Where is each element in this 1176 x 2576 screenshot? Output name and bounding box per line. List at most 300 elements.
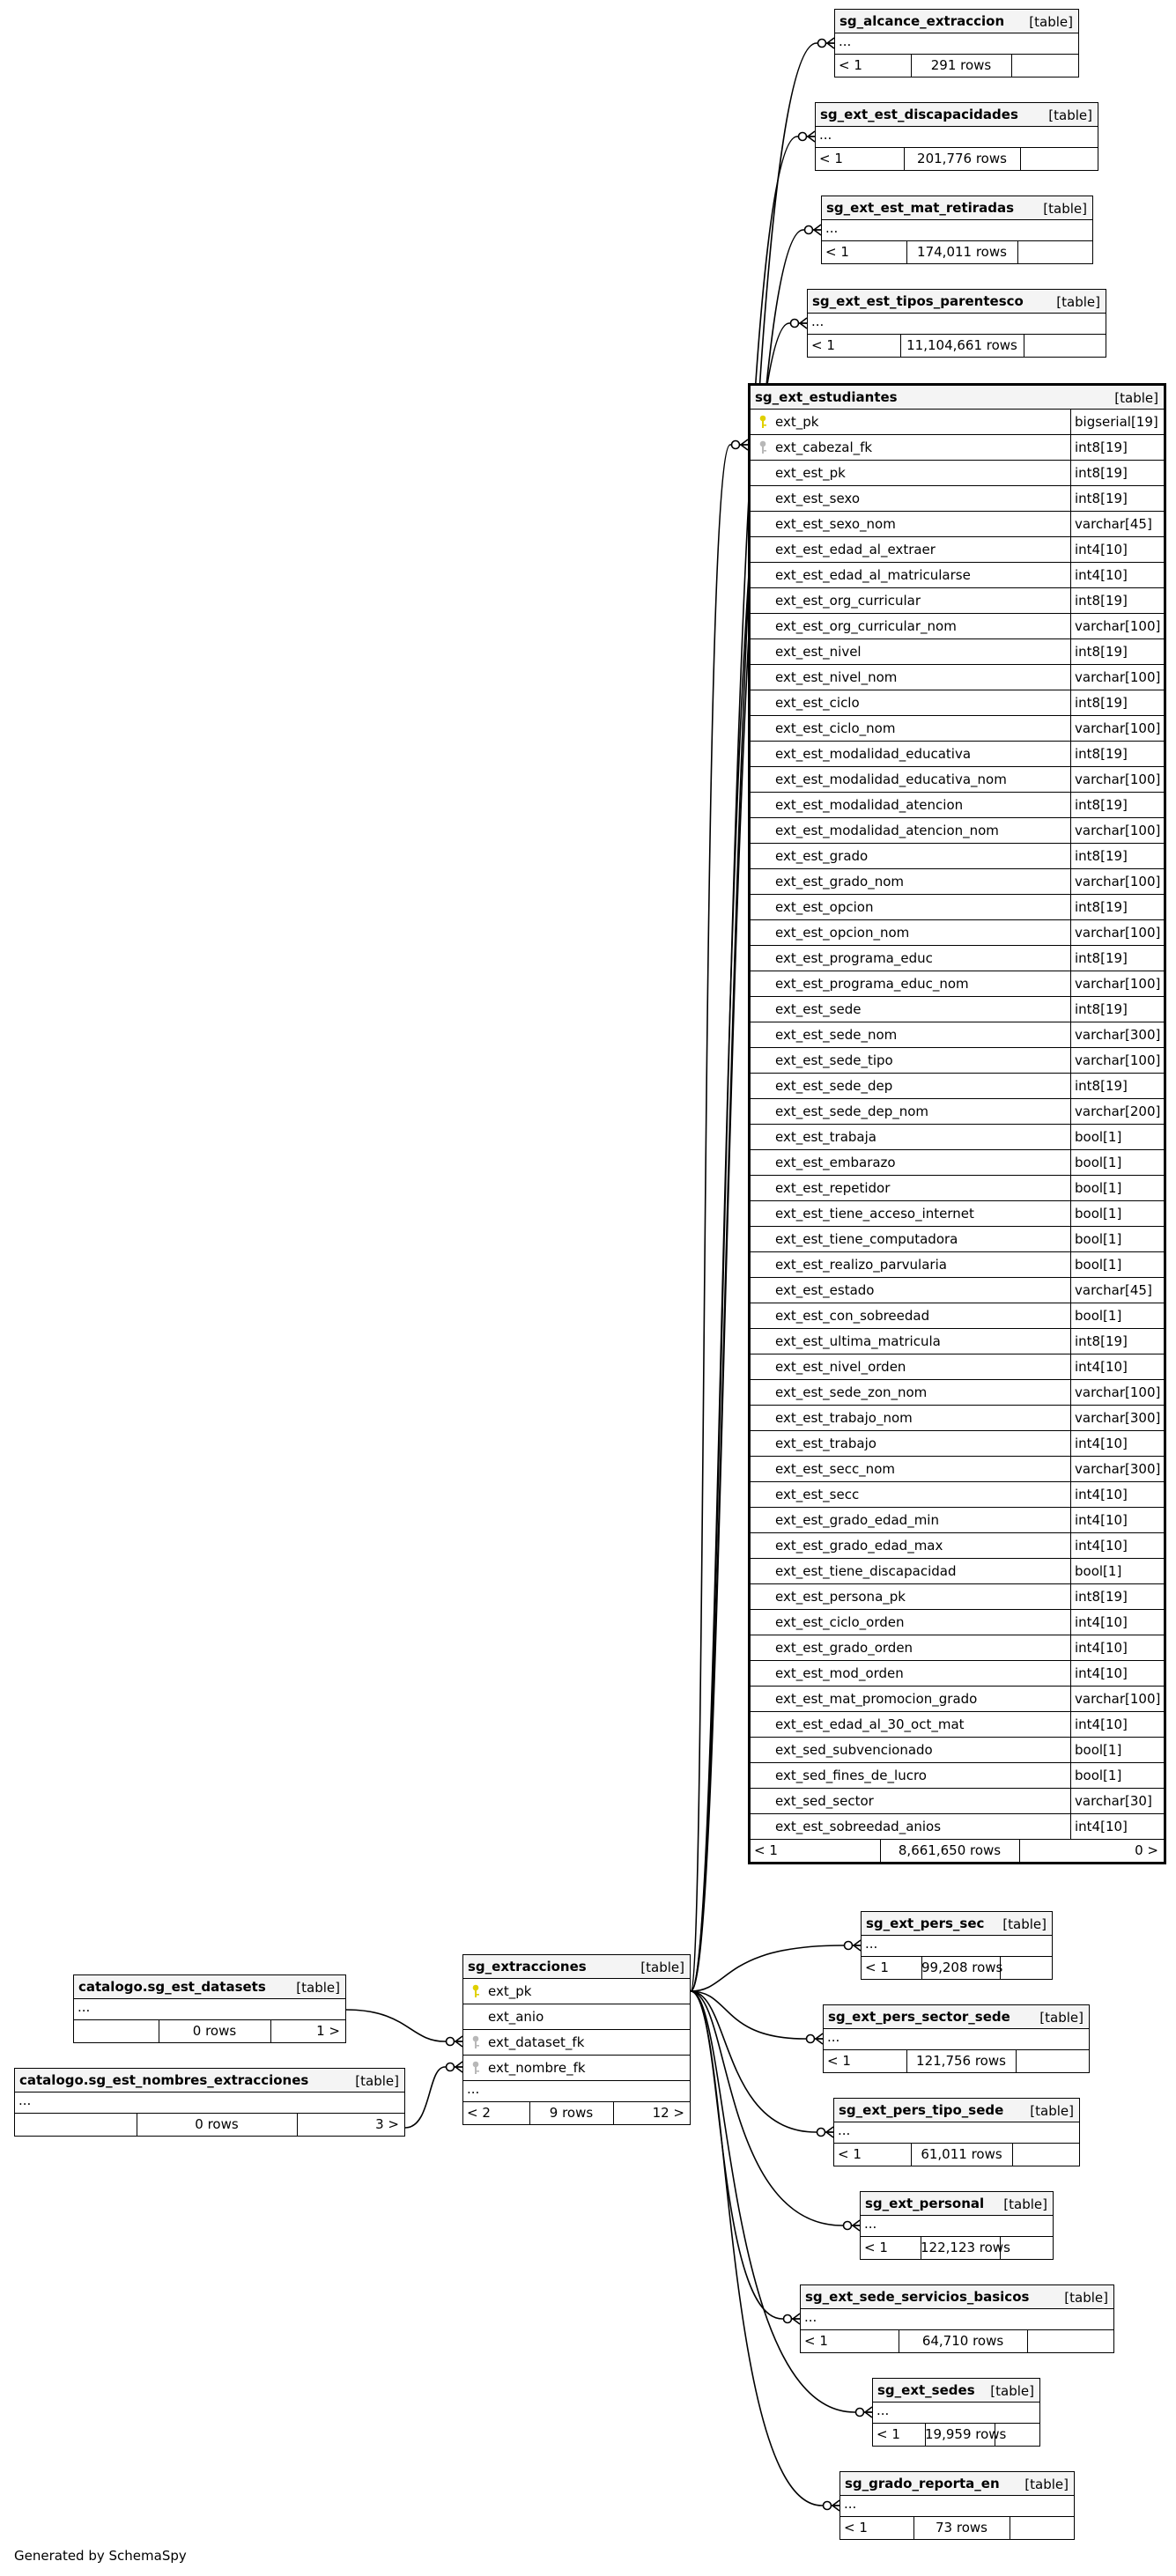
- column-type: varchar[100]: [1070, 869, 1164, 894]
- column-name: ext_est_modalidad_educativa_nom: [775, 771, 1007, 787]
- column-type: bool[1]: [1070, 1150, 1164, 1175]
- column-name: ext_est_grado_orden: [775, 1640, 913, 1656]
- column-type: int4[10]: [1070, 1610, 1164, 1635]
- relation-line: [691, 1991, 800, 2319]
- table-footer: [15, 2114, 404, 2136]
- column-type: int4[10]: [1070, 563, 1164, 587]
- column-row[interactable]: [463, 1979, 690, 2004]
- column-type: varchar[30]: [1070, 1789, 1164, 1813]
- table-kind: [table]: [1048, 107, 1092, 123]
- table-footer: [822, 241, 1092, 263]
- column-row[interactable]: [751, 1303, 1164, 1329]
- child-count: 12 >: [652, 2105, 684, 2121]
- table-header: [15, 2069, 404, 2093]
- column-type: varchar[100]: [1070, 1687, 1164, 1711]
- table-header: [816, 103, 1098, 127]
- foreign-key-icon: [470, 2035, 481, 2049]
- table-footer: [840, 2517, 1074, 2539]
- column-row[interactable]: [751, 1406, 1164, 1431]
- column-row[interactable]: [751, 410, 1164, 435]
- column-name: ext_est_sede: [775, 1001, 862, 1017]
- column-row[interactable]: [463, 2030, 690, 2056]
- ellipsis: ...: [825, 220, 839, 236]
- table-sg-ext-pers-sector-sede[interactable]: [823, 2004, 1090, 2073]
- column-type: int4[10]: [1070, 1508, 1164, 1532]
- column-name: ext_est_ciclo_nom: [775, 720, 896, 736]
- footer-divider: [1020, 148, 1021, 170]
- columns-collapsed: [840, 2496, 1074, 2517]
- table-sg-alcance-extraccion[interactable]: [834, 9, 1079, 78]
- table-footer: [808, 335, 1106, 357]
- column-row[interactable]: [751, 767, 1164, 793]
- table-footer: [751, 1840, 1164, 1862]
- table-name: sg_grado_reporta_en: [845, 2476, 1000, 2491]
- ellipsis: ...: [838, 2122, 851, 2138]
- column-row[interactable]: [751, 537, 1164, 563]
- column-row[interactable]: [751, 742, 1164, 767]
- crows-foot-marker: [732, 439, 749, 450]
- column-name: ext_est_modalidad_atencion_nom: [775, 823, 999, 838]
- column-type: bigserial[19]: [1070, 410, 1164, 434]
- column-name: ext_est_programa_educ_nom: [775, 976, 969, 992]
- column-name: ext_est_mod_orden: [775, 1665, 904, 1681]
- ellipsis: ...: [18, 2093, 32, 2108]
- column-row[interactable]: [751, 844, 1164, 869]
- column-name: ext_est_edad_al_matricularse: [775, 567, 971, 583]
- column-row[interactable]: [751, 588, 1164, 614]
- table-name: sg_ext_pers_tipo_sede: [839, 2102, 1004, 2118]
- relation-line: [691, 1991, 839, 2506]
- column-type: varchar[300]: [1070, 1406, 1164, 1430]
- column-row[interactable]: [751, 1482, 1164, 1508]
- column-row[interactable]: [751, 1227, 1164, 1252]
- parent-count: < 1: [811, 337, 835, 353]
- column-type: varchar[45]: [1070, 1278, 1164, 1303]
- column-row[interactable]: [751, 614, 1164, 639]
- columns-collapsed: [835, 33, 1078, 55]
- column-type: int4[10]: [1070, 1533, 1164, 1558]
- ellipsis: ...: [827, 2029, 840, 2045]
- columns-collapsed: [822, 220, 1092, 241]
- column-name: ext_est_realizo_parvularia: [775, 1257, 947, 1273]
- column-name: ext_est_edad_al_extraer: [775, 542, 936, 557]
- column-type: int8[19]: [1070, 742, 1164, 766]
- ellipsis: ...: [819, 127, 832, 143]
- ellipsis: ...: [811, 314, 825, 329]
- table-name: sg_ext_sede_servicios_basicos: [805, 2289, 1030, 2305]
- column-type: varchar[300]: [1070, 1022, 1164, 1047]
- column-row[interactable]: [751, 1533, 1164, 1559]
- parent-count: < 1: [819, 151, 843, 166]
- column-type: varchar[100]: [1070, 767, 1164, 792]
- column-type: varchar[200]: [1070, 1099, 1164, 1124]
- column-row[interactable]: [751, 716, 1164, 742]
- relation-line: [346, 2010, 462, 2041]
- crows-foot-marker: [844, 2220, 861, 2231]
- column-name: ext_est_sede_dep_nom: [775, 1103, 929, 1119]
- column-type: bool[1]: [1070, 1125, 1164, 1149]
- column-row[interactable]: [751, 1635, 1164, 1661]
- table-name: catalogo.sg_est_nombres_extracciones: [19, 2072, 309, 2088]
- column-row[interactable]: [751, 1380, 1164, 1406]
- relation-line: [691, 445, 748, 1991]
- table-footer: [861, 2237, 1053, 2259]
- table-header: [822, 196, 1092, 220]
- table-footer: [834, 2144, 1079, 2166]
- column-name: ext_est_trabaja: [775, 1129, 876, 1145]
- parent-count: < 2: [467, 2105, 491, 2121]
- column-name: ext_est_opcion_nom: [775, 925, 910, 941]
- table-kind: [table]: [990, 2383, 1034, 2399]
- crows-foot-marker: [817, 2127, 834, 2137]
- table-sg-grado-reporta-en[interactable]: [839, 2471, 1075, 2540]
- primary-key-icon: [758, 415, 768, 429]
- column-row[interactable]: [751, 486, 1164, 512]
- column-name: ext_est_opcion: [775, 899, 874, 915]
- table-kind: [table]: [1064, 2290, 1108, 2306]
- column-name: ext_est_persona_pk: [775, 1589, 906, 1605]
- ellipsis: ...: [864, 2216, 877, 2232]
- column-row[interactable]: [751, 1559, 1164, 1584]
- column-row[interactable]: [751, 461, 1164, 486]
- column-row[interactable]: [751, 1738, 1164, 1763]
- table-kind: [table]: [1056, 294, 1100, 310]
- column-type: varchar[100]: [1070, 1048, 1164, 1073]
- ellipsis: ...: [876, 2403, 890, 2418]
- footer-divider: [1012, 2144, 1013, 2166]
- table-header: [834, 2099, 1079, 2122]
- row-count: 73 rows: [936, 2520, 987, 2535]
- column-type: int8[19]: [1070, 895, 1164, 919]
- table-kind: [table]: [640, 1960, 684, 1975]
- column-row[interactable]: [463, 2004, 690, 2030]
- column-name: ext_est_mat_promocion_grado: [775, 1691, 978, 1707]
- crows-foot-marker: [447, 2062, 463, 2072]
- table-footer: [873, 2424, 1039, 2446]
- column-row[interactable]: [463, 2056, 690, 2081]
- table-sg-ext-pers-sec[interactable]: [861, 1911, 1053, 1980]
- table-name: sg_ext_est_mat_retiradas: [826, 200, 1015, 216]
- column-row[interactable]: [751, 1661, 1164, 1687]
- column-row[interactable]: [751, 1457, 1164, 1482]
- table-sg-ext-est-mat-retiradas[interactable]: [821, 196, 1093, 264]
- parent-count: < 1: [754, 1842, 778, 1858]
- column-name: ext_est_sexo: [775, 491, 861, 506]
- column-row[interactable]: [751, 1099, 1164, 1125]
- table-header: [862, 1912, 1052, 1936]
- column-type: int8[19]: [1070, 639, 1164, 664]
- row-count: 201,776 rows: [917, 151, 1007, 166]
- column-row[interactable]: [751, 563, 1164, 588]
- column-name: ext_sed_sector: [775, 1793, 874, 1809]
- column-row[interactable]: [751, 1508, 1164, 1533]
- column-name: ext_est_modalidad_atencion: [775, 797, 964, 813]
- table-footer: [74, 2020, 345, 2042]
- ellipsis: ...: [467, 2081, 480, 2097]
- column-type: varchar[100]: [1070, 1380, 1164, 1405]
- column-type: int8[19]: [1070, 461, 1164, 485]
- column-type: varchar[300]: [1070, 1457, 1164, 1481]
- column-name: ext_cabezal_fk: [775, 439, 873, 455]
- crows-foot-marker: [818, 38, 835, 48]
- table-kind: [table]: [355, 2073, 399, 2089]
- column-name: ext_est_modalidad_educativa: [775, 746, 972, 762]
- column-name: ext_est_con_sobreedad: [775, 1308, 930, 1324]
- column-row[interactable]: [751, 1431, 1164, 1457]
- column-type: int4[10]: [1070, 1661, 1164, 1686]
- column-row[interactable]: [751, 1074, 1164, 1099]
- table-header: [824, 2005, 1089, 2029]
- column-name: ext_pk: [488, 1983, 532, 1999]
- column-row[interactable]: [751, 1584, 1164, 1610]
- row-count: 0 rows: [195, 2116, 239, 2132]
- crows-foot-marker: [447, 2036, 463, 2047]
- crows-foot-marker: [799, 131, 816, 142]
- parent-count: < 1: [839, 57, 862, 73]
- column-row[interactable]: [751, 1022, 1164, 1048]
- column-row[interactable]: [751, 1610, 1164, 1635]
- table-catalogo-sg-est-datasets[interactable]: [73, 1974, 346, 2043]
- columns-collapsed: [808, 314, 1106, 335]
- footer-divider: [1027, 2330, 1028, 2352]
- column-name: ext_est_sede_nom: [775, 1027, 898, 1043]
- column-name: ext_est_trabajo_nom: [775, 1410, 913, 1426]
- column-row[interactable]: [751, 895, 1164, 920]
- table-kind: [table]: [1002, 1916, 1047, 1932]
- crows-foot-marker: [856, 2407, 873, 2417]
- column-name: ext_est_grado: [775, 848, 869, 864]
- table-sg-ext-pers-tipo-sede[interactable]: [833, 2098, 1080, 2166]
- column-row[interactable]: [751, 1763, 1164, 1789]
- column-row[interactable]: [751, 1329, 1164, 1354]
- column-name: ext_est_ultima_matricula: [775, 1333, 941, 1349]
- foreign-key-icon: [758, 440, 768, 454]
- column-type: int8[19]: [1070, 690, 1164, 715]
- column-row[interactable]: [751, 1278, 1164, 1303]
- row-count: 9 rows: [549, 2105, 594, 2121]
- column-row[interactable]: [751, 1687, 1164, 1712]
- table-name: sg_ext_personal: [865, 2196, 985, 2211]
- table-kind: [table]: [1029, 14, 1073, 30]
- columns-collapsed: [824, 2029, 1089, 2050]
- column-type: int4[10]: [1070, 1712, 1164, 1737]
- column-row[interactable]: [751, 946, 1164, 971]
- row-count: 99,208 rows: [921, 1960, 1003, 1975]
- footer-divider: [270, 2020, 271, 2042]
- column-row[interactable]: [751, 869, 1164, 895]
- footer-divider: [1000, 1957, 1001, 1979]
- columns-collapsed: [861, 2216, 1053, 2237]
- column-name: ext_est_tiene_discapacidad: [775, 1563, 957, 1579]
- table-catalogo-sg-est-nombres-extracciones[interactable]: [14, 2068, 405, 2137]
- ellipsis: ...: [78, 1999, 91, 2015]
- parent-count: < 1: [844, 2520, 868, 2535]
- child-count: 1 >: [316, 2023, 340, 2039]
- table-name: sg_ext_pers_sector_sede: [828, 2009, 1010, 2025]
- crows-foot-marker: [845, 1940, 862, 1951]
- column-type: bool[1]: [1070, 1559, 1164, 1583]
- column-name: ext_est_org_curricular_nom: [775, 618, 957, 634]
- parent-count: < 1: [825, 244, 849, 260]
- column-name: ext_est_estado: [775, 1282, 875, 1298]
- column-name: ext_est_secc_nom: [775, 1461, 895, 1477]
- column-name: ext_est_sede_tipo: [775, 1052, 893, 1068]
- table-sg-ext-est-discapacidades[interactable]: [815, 102, 1098, 171]
- table-sg-extracciones[interactable]: [462, 1954, 691, 2125]
- crows-foot-marker: [807, 2033, 824, 2044]
- row-count: 11,104,661 rows: [906, 337, 1017, 353]
- column-row[interactable]: [751, 1201, 1164, 1227]
- column-type: int4[10]: [1070, 537, 1164, 562]
- column-name: ext_est_programa_educ: [775, 950, 933, 966]
- columns-collapsed: [74, 1999, 345, 2020]
- column-name: ext_sed_fines_de_lucro: [775, 1768, 927, 1783]
- ellipsis: ...: [804, 2309, 817, 2325]
- crows-foot-marker: [805, 225, 822, 235]
- columns-collapsed: [801, 2309, 1113, 2330]
- primary-key-icon: [470, 1984, 481, 1998]
- column-name: ext_est_sede_zon_nom: [775, 1384, 928, 1400]
- table-footer: [824, 2050, 1089, 2072]
- child-count: 3 >: [375, 2116, 399, 2132]
- column-name: ext_est_ciclo_orden: [775, 1614, 905, 1630]
- column-row[interactable]: [751, 1354, 1164, 1380]
- table-sg-ext-est-tipos-parentesco[interactable]: [807, 289, 1106, 358]
- row-count: 64,710 rows: [921, 2333, 1004, 2349]
- table-name: catalogo.sg_est_datasets: [78, 1979, 266, 1995]
- column-row[interactable]: [751, 1252, 1164, 1278]
- column-row[interactable]: [751, 818, 1164, 844]
- column-row[interactable]: [751, 997, 1164, 1022]
- column-name: ext_est_grado_nom: [775, 874, 905, 889]
- column-type: int8[19]: [1070, 946, 1164, 971]
- table-header: [840, 2472, 1074, 2496]
- column-name: ext_est_sobreedad_anios: [775, 1819, 942, 1834]
- table-kind: [table]: [1024, 2476, 1069, 2492]
- column-type: bool[1]: [1070, 1227, 1164, 1251]
- column-name: ext_est_pk: [775, 465, 846, 481]
- column-type: varchar[100]: [1070, 665, 1164, 690]
- column-row[interactable]: [751, 1125, 1164, 1150]
- column-name: ext_est_embarazo: [775, 1155, 896, 1170]
- column-type: varchar[100]: [1070, 920, 1164, 945]
- column-row[interactable]: [751, 690, 1164, 716]
- table-kind: [table]: [1043, 201, 1087, 217]
- column-type: int8[19]: [1070, 997, 1164, 1022]
- table-footer: [835, 55, 1078, 77]
- column-name: ext_sed_subvencionado: [775, 1742, 933, 1758]
- table-kind: [table]: [1039, 2010, 1084, 2026]
- column-name: ext_est_repetidor: [775, 1180, 891, 1196]
- column-name: ext_est_nivel: [775, 644, 862, 660]
- parent-count: < 1: [865, 1960, 889, 1975]
- columns-collapsed: [15, 2093, 404, 2114]
- column-name: ext_anio: [488, 2009, 544, 2025]
- table-name: sg_ext_estudiantes: [755, 389, 898, 405]
- table-name: sg_ext_sedes: [877, 2382, 975, 2398]
- crows-foot-marker: [784, 2314, 801, 2324]
- column-row[interactable]: [751, 920, 1164, 946]
- parent-count: < 1: [827, 2053, 851, 2069]
- foreign-key-icon: [470, 2061, 481, 2075]
- column-type: varchar[100]: [1070, 614, 1164, 638]
- row-count: 19,959 rows: [925, 2426, 1007, 2442]
- column-row[interactable]: [751, 1176, 1164, 1201]
- column-type: bool[1]: [1070, 1303, 1164, 1328]
- column-name: ext_pk: [775, 414, 819, 430]
- column-row[interactable]: [751, 1150, 1164, 1176]
- table-header: [861, 2192, 1053, 2216]
- footer-divider: [613, 2102, 614, 2124]
- table-footer: [801, 2330, 1113, 2352]
- table-name: sg_extracciones: [468, 1959, 587, 1974]
- row-count: 174,011 rows: [917, 244, 1007, 260]
- table-kind: [table]: [1114, 390, 1158, 406]
- column-type: bool[1]: [1070, 1738, 1164, 1762]
- column-name: ext_est_ciclo: [775, 695, 860, 711]
- footer-divider: [1011, 55, 1012, 77]
- parent-count: < 1: [804, 2333, 828, 2349]
- columns-collapsed: [862, 1936, 1052, 1957]
- table-sg-ext-estudiantes[interactable]: [748, 383, 1166, 1864]
- column-row[interactable]: [751, 639, 1164, 665]
- footer-divider: [1000, 2237, 1001, 2259]
- relation-line: [405, 2067, 462, 2128]
- column-type: int8[19]: [1070, 844, 1164, 868]
- columns-collapsed: [834, 2122, 1079, 2144]
- column-name: ext_est_tiene_computadora: [775, 1231, 958, 1247]
- footer-divider: [297, 2114, 298, 2136]
- table-sg-ext-personal[interactable]: [860, 2191, 1054, 2260]
- column-row[interactable]: [751, 793, 1164, 818]
- parent-count: < 1: [864, 2240, 888, 2255]
- table-header: [873, 2379, 1039, 2403]
- column-row[interactable]: [751, 1048, 1164, 1074]
- table-sg-ext-sede-servicios-basicos[interactable]: [800, 2284, 1114, 2353]
- column-row[interactable]: [751, 665, 1164, 690]
- column-name: ext_est_nivel_orden: [775, 1359, 906, 1375]
- column-name: ext_dataset_fk: [488, 2034, 585, 2050]
- table-header: [74, 1975, 345, 1999]
- column-row[interactable]: [751, 971, 1164, 997]
- column-name: ext_est_sexo_nom: [775, 516, 896, 532]
- column-row[interactable]: [751, 512, 1164, 537]
- column-type: int8[19]: [1070, 588, 1164, 613]
- column-type: int8[19]: [1070, 793, 1164, 817]
- column-type: int8[19]: [1070, 1074, 1164, 1098]
- column-name: ext_nombre_fk: [488, 2060, 586, 2076]
- row-count: 61,011 rows: [921, 2146, 1002, 2162]
- column-type: bool[1]: [1070, 1176, 1164, 1200]
- column-type: int8[19]: [1070, 1584, 1164, 1609]
- column-row[interactable]: [751, 1814, 1164, 1840]
- row-count: 122,123 rows: [921, 2240, 1010, 2255]
- column-name: ext_est_org_curricular: [775, 593, 921, 609]
- column-type: bool[1]: [1070, 1763, 1164, 1788]
- row-count: 0 rows: [192, 2023, 237, 2039]
- table-name: sg_ext_est_discapacidades: [820, 107, 1018, 122]
- table-name: sg_ext_est_tipos_parentesco: [812, 293, 1024, 309]
- table-header: [808, 290, 1106, 314]
- column-row[interactable]: [751, 435, 1164, 461]
- column-name: ext_est_grado_edad_max: [775, 1538, 943, 1554]
- table-sg-ext-sedes[interactable]: [872, 2378, 1040, 2447]
- column-row[interactable]: [751, 1712, 1164, 1738]
- column-type: int4[10]: [1070, 1354, 1164, 1379]
- table-kind: [table]: [296, 1980, 340, 1996]
- child-count: 0 >: [1135, 1842, 1158, 1858]
- column-row[interactable]: [751, 1789, 1164, 1814]
